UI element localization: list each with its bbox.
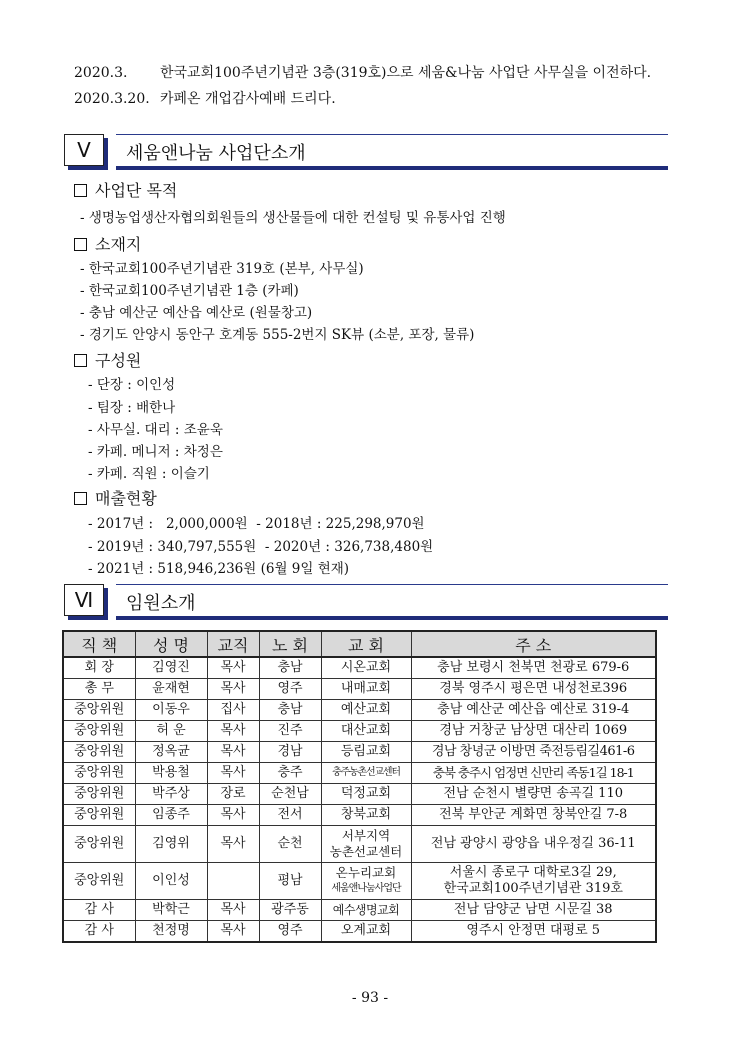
cell-church: 등림교회 [321, 742, 411, 763]
page-number: - 93 - [351, 990, 389, 1006]
church-line-1: 온누리교회 [335, 865, 397, 880]
cell-role: 감 사 [63, 900, 135, 921]
cell-address: 충남 예산군 예산읍 예산로 319-4 [411, 700, 656, 721]
cell-presbytery: 영주 [259, 679, 321, 700]
cell-presbytery: 경남 [259, 742, 321, 763]
table-row [63, 700, 656, 721]
cell-name: 허 운 [135, 721, 207, 742]
cell-name: 이동우 [135, 700, 207, 721]
cell-position: 목사 [207, 721, 259, 742]
cell-address: 경남 거창군 남상면 대산리 1069 [411, 721, 656, 742]
cell-position: 목사 [207, 900, 259, 921]
cell-address: 영주시 안정면 대평로 5 [411, 921, 656, 943]
cell-name: 박용철 [135, 763, 207, 784]
members-heading: 구성원 [74, 348, 141, 371]
cell-position: 목사 [207, 826, 259, 863]
cell-name: 김영진 [135, 657, 207, 679]
location-item: - 한국교회100주년기념관 1층 (카페) [80, 283, 299, 299]
table-row [63, 742, 656, 763]
cell-presbytery: 전서 [259, 805, 321, 826]
cell-name: 김영위 [135, 826, 207, 863]
cell-role: 중앙위원 [63, 763, 135, 784]
checkbox-square-icon [74, 354, 87, 367]
cell-role: 중앙위원 [63, 805, 135, 826]
section-header-6 [64, 584, 668, 620]
header-church: 교 회 [321, 631, 411, 657]
table-row [63, 763, 656, 784]
member-item: - 단장 : 이인성 [88, 377, 176, 393]
cell-name: 천정명 [135, 921, 207, 943]
cell-name: 박주상 [135, 784, 207, 805]
table-row [63, 784, 656, 805]
cell-position: 목사 [207, 657, 259, 679]
location-item: - 한국교회100주년기념관 319호 (본부, 사무실) [80, 261, 364, 277]
cell-role: 중앙위원 [63, 700, 135, 721]
section-title: 임원소개 [126, 593, 196, 614]
cell-address: 충남 보령시 천북면 천광로 679-6 [411, 657, 656, 679]
sales-heading: 매출현황 [74, 486, 157, 509]
purpose-heading: 사업단 목적 [74, 178, 177, 201]
sales-item: - 2021년 : 518,946,236원 (6월 9일 현재) [88, 561, 350, 577]
sales-item: - 2019년 : 340,797,555원 - 2020년 : 326,738,480원 [88, 539, 434, 555]
table-row [63, 721, 656, 742]
history-entry [74, 62, 651, 82]
cell-church: 내매교회 [321, 679, 411, 700]
address-line-2: 한국교회100주년기념관 319호 [443, 881, 623, 896]
cell-role: 회 장 [63, 657, 135, 679]
cell-name: 정옥균 [135, 742, 207, 763]
cell-role: 중앙위원 [63, 784, 135, 805]
cell-presbytery: 영주 [259, 921, 321, 943]
history-date: 2020.3. [74, 65, 128, 81]
cell-presbytery: 진주 [259, 721, 321, 742]
cell-church [321, 826, 411, 863]
church-line-2: 농촌선교센터 [329, 844, 403, 859]
cell-role: 중앙위원 [63, 863, 135, 900]
header-name: 성 명 [135, 631, 207, 657]
cell-position: 목사 [207, 679, 259, 700]
cell-address: 전남 광양시 광양읍 내우정길 36-11 [411, 826, 656, 863]
cell-name: 윤재현 [135, 679, 207, 700]
address-line-1: 서울시 종로구 대학로3길 29, [449, 865, 617, 880]
cell-role: 감 사 [63, 921, 135, 943]
table-row [63, 900, 656, 921]
cell-role: 총 무 [63, 679, 135, 700]
history-date: 2020.3.20. [74, 91, 150, 107]
cell-church [321, 863, 411, 900]
cell-church: 충주농촌선교센터 [321, 763, 411, 784]
cell-church: 오계교회 [321, 921, 411, 943]
cell-church: 예산교회 [321, 700, 411, 721]
member-item: - 사무실. 대리 : 조윤욱 [88, 422, 223, 438]
cell-church: 예수생명교회 [321, 900, 411, 921]
cell-position: 목사 [207, 763, 259, 784]
table-header-row [63, 631, 656, 657]
purpose-item: - 생명농업생산자협의회원들의 생산물들에 대한 컨설팅 및 유통사업 진행 [80, 210, 506, 226]
cell-position: 목사 [207, 742, 259, 763]
church-line-1: 서부지역 [341, 828, 391, 843]
cell-church: 덕정교회 [321, 784, 411, 805]
history-entry [74, 88, 336, 108]
section-number: Ⅵ [64, 584, 104, 616]
table-row [63, 805, 656, 826]
cell-presbytery: 평남 [259, 863, 321, 900]
checkbox-square-icon [74, 238, 87, 251]
table-row [63, 826, 656, 863]
cell-role: 중앙위원 [63, 742, 135, 763]
cell-presbytery: 충남 [259, 657, 321, 679]
header-address: 주 소 [411, 631, 656, 657]
cell-church: 시온교회 [321, 657, 411, 679]
header-role: 직 책 [63, 631, 135, 657]
table-row [63, 679, 656, 700]
cell-position: 목사 [207, 805, 259, 826]
sales-item: - 2017년 : 2,000,000원 - 2018년 : 225,298,970원 [88, 516, 425, 532]
cell-name: 박학근 [135, 900, 207, 921]
cell-position: 집사 [207, 700, 259, 721]
table-row [63, 921, 656, 943]
cell-role: 중앙위원 [63, 826, 135, 863]
cell-church: 창북교회 [321, 805, 411, 826]
cell-address: 경남 창녕군 이방면 죽전등림길461-6 [411, 742, 656, 763]
header-presbytery: 노 회 [259, 631, 321, 657]
cell-presbytery: 충주 [259, 763, 321, 784]
header-position: 교직 [207, 631, 259, 657]
cell-address [411, 863, 656, 900]
checkbox-square-icon [74, 492, 87, 505]
location-item: - 경기도 안양시 동안구 호계동 555-2번지 SK뷰 (소분, 포장, 물류) [80, 327, 475, 343]
cell-address: 전북 부안군 계화면 창북안길 7-8 [411, 805, 656, 826]
member-item: - 카페. 메니저 : 차정은 [88, 444, 223, 460]
cell-address: 전남 순천시 별량면 송곡길 110 [411, 784, 656, 805]
cell-name: 이인성 [135, 863, 207, 900]
cell-position: 목사 [207, 921, 259, 943]
history-text: 한국교회100주년기념관 3층(319호)으로 세움&나눔 사업단 사무실을 이전하다. [160, 65, 652, 81]
cell-presbytery: 순천 [259, 826, 321, 863]
history-text: 카페온 개업감사예배 드리다. [160, 91, 336, 107]
section-title: 세움앤나눔 사업단소개 [126, 143, 306, 164]
cell-name: 임종주 [135, 805, 207, 826]
table-row [63, 863, 656, 900]
cell-address: 전남 담양군 남면 시문길 38 [411, 900, 656, 921]
section-number: Ⅴ [64, 134, 104, 166]
checkbox-square-icon [74, 184, 87, 197]
table-row [63, 657, 656, 679]
section-header-5 [64, 134, 668, 170]
member-item: - 팀장 : 배한나 [88, 400, 176, 416]
cell-presbytery: 광주동 [259, 900, 321, 921]
member-item: - 카페. 직원 : 이슬기 [88, 466, 210, 482]
officers-table [62, 630, 657, 943]
church-line-2: 세움앤나눔사업단 [331, 883, 401, 894]
location-heading: 소재지 [74, 232, 141, 255]
cell-church: 대산교회 [321, 721, 411, 742]
cell-role: 중앙위원 [63, 721, 135, 742]
cell-presbytery: 순천남 [259, 784, 321, 805]
cell-position [207, 863, 259, 900]
cell-address: 충북 충주시 엄정면 신만리 족동1길 18-1 [411, 763, 656, 784]
cell-presbytery: 충남 [259, 700, 321, 721]
location-item: - 충남 예산군 예산읍 예산로 (원물창고) [80, 305, 313, 321]
cell-position: 장로 [207, 784, 259, 805]
cell-address: 경북 영주시 평은면 내성천로396 [411, 679, 656, 700]
